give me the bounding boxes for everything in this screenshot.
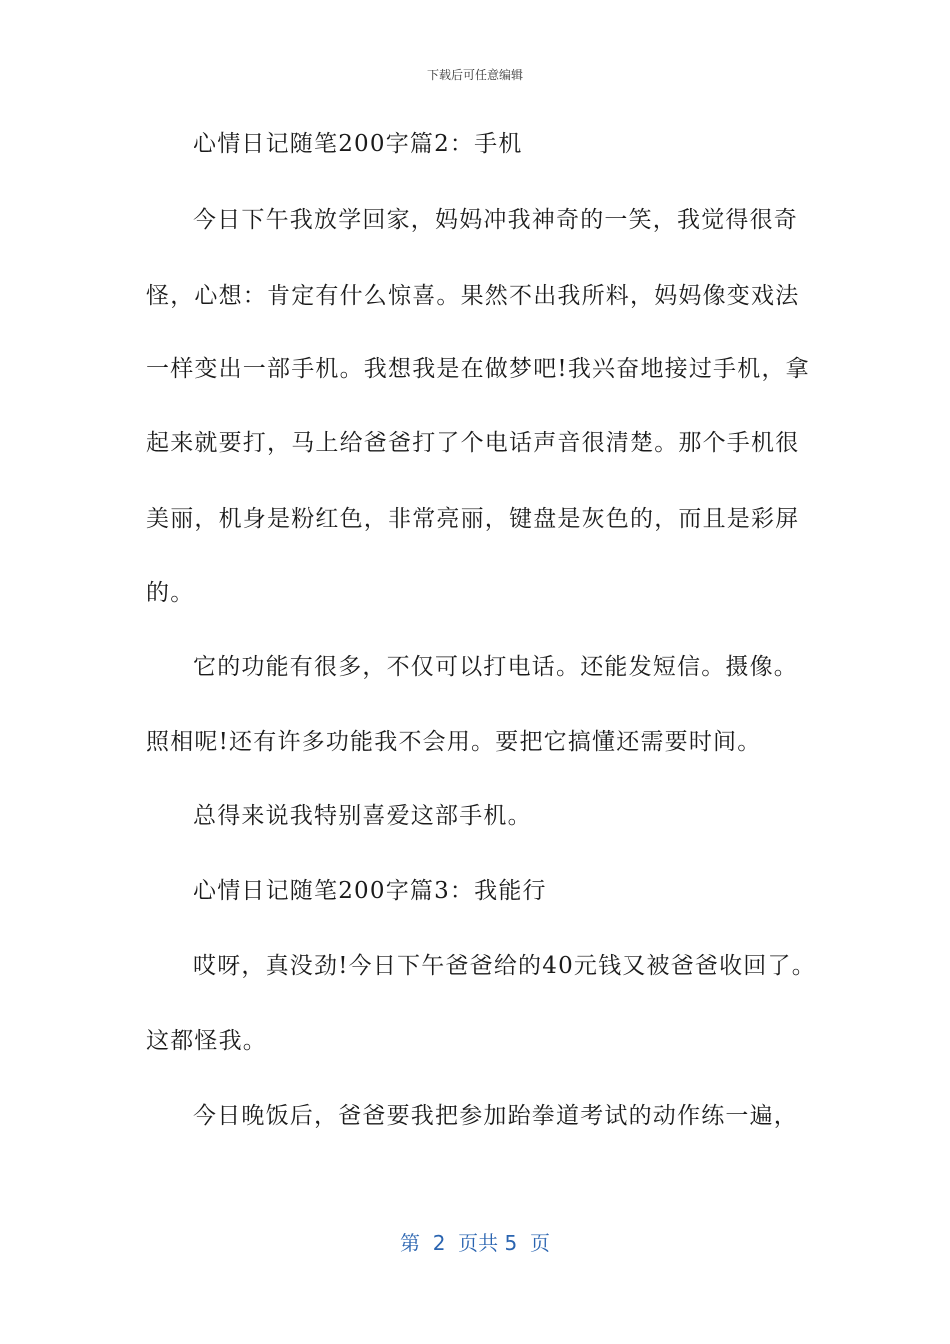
paragraph-line: 今日下午我放学回家，妈妈冲我神奇的一笑，我觉得很奇: [193, 207, 798, 233]
page-number-footer: 第 2 页共 5 页: [400, 1231, 550, 1255]
paragraph-line: 怪，心想：肯定有什么惊喜。果然不出我所料，妈妈像变戏法: [146, 283, 800, 309]
page-header: 下载后可任意编辑: [426, 68, 523, 82]
section-heading: 心情日记随笔200字篇2：手机: [193, 131, 523, 157]
paragraph-line: 美丽，机身是粉红色，非常亮丽，键盘是灰色的，而且是彩屏: [146, 506, 800, 532]
paragraph-line: 哎呀，真没劲!今日下午爸爸给的40元钱又被爸爸收回了。: [193, 953, 816, 979]
paragraph-line: 的。: [146, 580, 195, 606]
paragraph-line: 今日晚饭后，爸爸要我把参加跆拳道考试的动作练一遍，: [193, 1103, 798, 1129]
paragraph-line: 一样变出一部手机。我想我是在做梦吧!我兴奋地接过手机，拿: [146, 356, 810, 382]
paragraph-line: 照相呢!还有许多功能我不会用。要把它搞懂还需要时间。: [146, 729, 762, 755]
paragraph-line: 这都怪我。: [146, 1028, 267, 1054]
paragraph-line: 总得来说我特别喜爱这部手机。: [193, 803, 532, 829]
paragraph-line: 它的功能有很多，不仅可以打电话。还能发短信。摄像。: [193, 654, 798, 680]
section-heading: 心情日记随笔200字篇3：我能行: [193, 878, 547, 904]
paragraph-line: 起来就要打，马上给爸爸打了个电话声音很清楚。那个手机很: [146, 430, 800, 456]
